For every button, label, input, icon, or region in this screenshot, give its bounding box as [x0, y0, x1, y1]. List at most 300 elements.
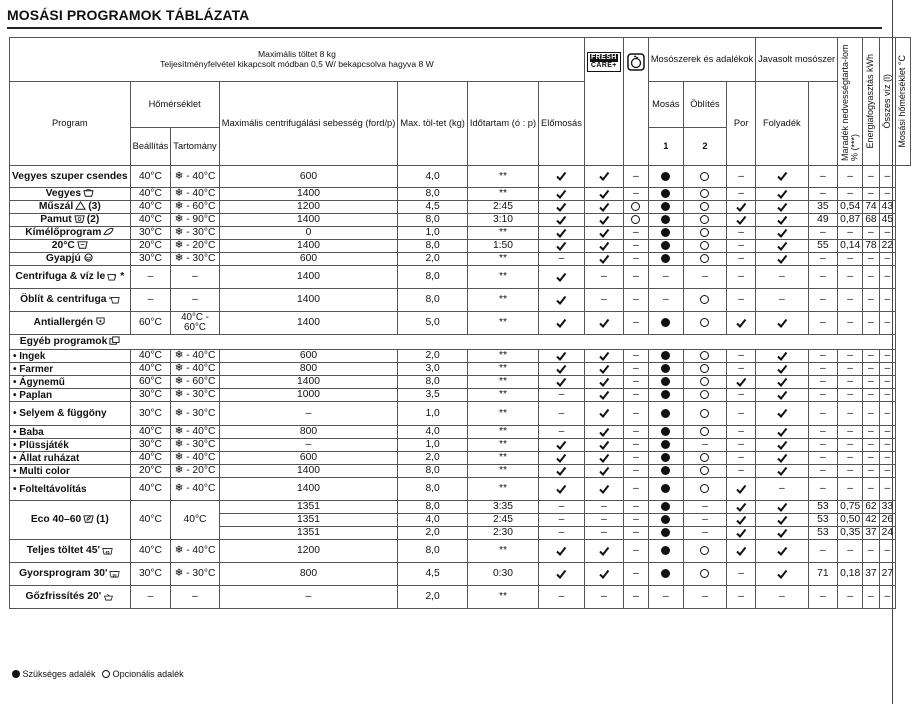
- fresh-care-cell: –: [539, 426, 585, 439]
- wash-cell: [648, 452, 683, 465]
- load-cell: 8,0: [398, 376, 468, 389]
- range-cell: ❄ - 30°C: [171, 389, 219, 402]
- table-row: [10, 201, 911, 214]
- delicate-icon: [103, 227, 114, 237]
- prewash-cell: –: [623, 253, 648, 266]
- rinse-cell: –: [683, 501, 726, 514]
- rinse-cell: [683, 363, 726, 376]
- wash-cell: [648, 376, 683, 389]
- program-name: 20°C: [51, 240, 75, 252]
- check-icon: [777, 515, 787, 525]
- wash-temp-cell: 33: [879, 501, 895, 514]
- residual-moisture-cell: –: [808, 478, 838, 501]
- steam-icon: [626, 52, 646, 72]
- liquid-cell: [756, 501, 808, 514]
- other-programs-label: [10, 335, 131, 350]
- load-cell: 8,0: [398, 289, 468, 312]
- powder-cell: [727, 501, 756, 514]
- total-water-header: Összes víz (l): [879, 38, 895, 166]
- optional-ring-icon: [700, 569, 709, 578]
- liquid-cell: –: [756, 289, 808, 312]
- powder-cell: –: [727, 227, 756, 240]
- duration-cell: **: [467, 402, 538, 426]
- spin-cell: 1400: [219, 312, 398, 335]
- optional-ring-icon: [102, 670, 110, 678]
- table-row: [10, 540, 911, 563]
- optional-ring-icon: [700, 409, 709, 418]
- range-cell: ❄ - 40°C: [171, 166, 219, 188]
- required-dot-icon: [661, 427, 670, 436]
- duration-cell: 3:35: [467, 501, 538, 514]
- water-cell: –: [863, 402, 879, 426]
- energy-cell: –: [838, 166, 863, 188]
- optional-ring-icon: [700, 453, 709, 462]
- liquid-header: Folyadék: [756, 82, 808, 166]
- residual-moisture-cell: 55: [808, 240, 838, 253]
- bullet: •: [13, 426, 20, 438]
- steam-cell: [584, 452, 623, 465]
- check-icon: [736, 318, 746, 328]
- energy-cell: –: [838, 439, 863, 452]
- steam-cell: [584, 563, 623, 586]
- rinse-cell: [683, 452, 726, 465]
- program-name-cell: [10, 465, 131, 478]
- range-cell: ❄ - 30°C: [171, 439, 219, 452]
- program-name: Műszál: [38, 201, 74, 213]
- program-name: Paplan: [19, 389, 53, 401]
- check-icon: [777, 364, 787, 374]
- water-cell: 74: [863, 201, 879, 214]
- wash-temp-cell: –: [879, 540, 895, 563]
- optional-ring-icon: [700, 172, 709, 181]
- check-icon: [556, 377, 566, 387]
- optional-ring-icon: [700, 546, 709, 555]
- energy-cell: –: [838, 586, 863, 609]
- steam-cell: [584, 253, 623, 266]
- program-name-cell: [10, 350, 131, 363]
- wash-temp-header: Mosási hőmérséklet °C: [896, 38, 910, 166]
- check-icon: [556, 295, 566, 305]
- powder-cell: –: [727, 439, 756, 452]
- program-name-cell: [10, 439, 131, 452]
- duration-cell: **: [467, 253, 538, 266]
- powder-cell: [727, 214, 756, 227]
- duration-cell: **: [467, 439, 538, 452]
- program-name: Gyapjú: [45, 253, 81, 265]
- wash-temp-cell: –: [879, 166, 895, 188]
- liquid-cell: [756, 540, 808, 563]
- check-icon: [599, 351, 609, 361]
- check-icon: [599, 408, 609, 418]
- wash-compartment-number: 1: [648, 128, 683, 166]
- duration-cell: **: [467, 227, 538, 240]
- range-cell: 40°C: [171, 501, 219, 540]
- program-footnote: *: [120, 271, 125, 283]
- table-row: [10, 478, 911, 501]
- range-cell: ❄ - 40°C: [171, 363, 219, 376]
- table-row: [10, 227, 911, 240]
- check-icon: [736, 528, 746, 538]
- residual-moisture-cell: –: [808, 289, 838, 312]
- load-cell: 1,0: [398, 402, 468, 426]
- liquid-cell: [756, 240, 808, 253]
- fresh-care-cell: [539, 350, 585, 363]
- wash-cell: [648, 465, 683, 478]
- program-name: Vegyes: [45, 188, 82, 200]
- range-cell: ❄ - 40°C: [171, 540, 219, 563]
- optional-ring-icon: [700, 466, 709, 475]
- duration-cell: **: [467, 312, 538, 335]
- energy-cell: –: [838, 465, 863, 478]
- liquid-cell: [756, 426, 808, 439]
- wash-temp-cell: –: [879, 586, 895, 609]
- steam-cell: –: [584, 501, 623, 514]
- duration-cell: **: [467, 363, 538, 376]
- empty-cell: [398, 335, 468, 350]
- check-icon: [736, 546, 746, 556]
- energy-cell: –: [838, 376, 863, 389]
- wash-temp-cell: –: [879, 312, 895, 335]
- fresh-care-cell: [539, 227, 585, 240]
- rinse-cell: [683, 540, 726, 563]
- optional-ring-icon: [700, 241, 709, 250]
- duration-cell: **: [467, 289, 538, 312]
- prewash-cell: –: [623, 350, 648, 363]
- residual-moisture-cell: –: [808, 439, 838, 452]
- optional-ring-icon: [700, 427, 709, 436]
- check-icon: [599, 364, 609, 374]
- table-row: [10, 376, 911, 389]
- required-dot-icon: [661, 502, 670, 511]
- rinse-cell: [683, 402, 726, 426]
- steam-cell: [584, 227, 623, 240]
- powder-cell: –: [727, 586, 756, 609]
- powder-cell: –: [727, 402, 756, 426]
- program-name: Teljes töltet 45': [26, 545, 100, 557]
- residual-moisture-cell: –: [808, 312, 838, 335]
- check-icon: [556, 228, 566, 238]
- check-icon: [556, 241, 566, 251]
- range-cell: ❄ - 40°C: [171, 350, 219, 363]
- program-name: Baba: [19, 426, 44, 438]
- energy-cell: 0,35: [838, 527, 863, 540]
- energy-cell: –: [838, 389, 863, 402]
- fresh-care-cell: [539, 478, 585, 501]
- powder-cell: –: [727, 363, 756, 376]
- range-cell: ❄ - 60°C: [171, 201, 219, 214]
- fresh-care-cell: [539, 540, 585, 563]
- powder-cell: [727, 201, 756, 214]
- powder-cell: –: [727, 266, 756, 289]
- required-dot-icon: [661, 241, 670, 250]
- residual-moisture-cell: –: [808, 227, 838, 240]
- program-header: Program: [10, 82, 131, 166]
- power-consumption-text: Teljesítményfelvétel kikapcsolt módban 0,5 W/ bekapcsolva hagyva 8 W: [160, 58, 434, 69]
- table-row: [10, 426, 911, 439]
- spin-cell: 1400: [219, 465, 398, 478]
- liquid-cell: [756, 389, 808, 402]
- liquid-cell: [756, 452, 808, 465]
- spin-header: Maximális centrifugálási sebesség (ford/p): [219, 82, 398, 166]
- wash-cell: [648, 563, 683, 586]
- fresh-care-cell: –: [539, 389, 585, 402]
- load-cell: 8,0: [398, 465, 468, 478]
- powder-cell: –: [727, 389, 756, 402]
- legend: [12, 668, 188, 679]
- residual-moisture-cell: –: [808, 188, 838, 201]
- duration-cell: 2:30: [467, 527, 538, 540]
- residual-moisture-cell: –: [808, 540, 838, 563]
- check-icon: [777, 546, 787, 556]
- wash-temp-cell: –: [879, 376, 895, 389]
- check-icon: [736, 377, 746, 387]
- water-cell: –: [863, 586, 879, 609]
- table-row: [10, 214, 911, 227]
- load-cell: 2,0: [398, 586, 468, 609]
- residual-moisture-cell: 49: [808, 214, 838, 227]
- range-cell: ❄ - 40°C: [171, 426, 219, 439]
- optional-ring-icon: [700, 484, 709, 493]
- wash-cell: [648, 426, 683, 439]
- fresh-care-cell: [539, 363, 585, 376]
- prewash-cell: –: [623, 527, 648, 540]
- rinse-cell: [683, 188, 726, 201]
- energy-cell: –: [838, 350, 863, 363]
- required-dot-icon: [661, 189, 670, 198]
- prewash-cell: [623, 201, 648, 214]
- energy-cell: 0,54: [838, 201, 863, 214]
- wash-temp-cell: 45: [879, 214, 895, 227]
- steam-header: [623, 38, 648, 166]
- table-row: [10, 266, 911, 289]
- legend-optional: Opcionális adalék: [112, 668, 184, 679]
- energy-cell: –: [838, 312, 863, 335]
- steam-cell: [584, 376, 623, 389]
- water-cell: 78: [863, 240, 879, 253]
- program-name-cell: [10, 376, 131, 389]
- powder-cell: –: [727, 465, 756, 478]
- energy-cell: –: [838, 289, 863, 312]
- required-dot-icon: [661, 515, 670, 524]
- liquid-cell: [756, 514, 808, 527]
- residual-moisture-cell: –: [808, 266, 838, 289]
- table-row: [10, 253, 911, 266]
- wash-cell: [648, 402, 683, 426]
- detergent-header: Mosószerek és adalékok: [648, 38, 755, 82]
- table-row: [10, 188, 911, 201]
- steam-cell: [584, 540, 623, 563]
- fresh-care-badge-icon: FRESH CARE+: [587, 52, 621, 72]
- synthetic-icon: [75, 201, 86, 211]
- check-icon: [599, 228, 609, 238]
- setting-cell: 40°C: [130, 478, 171, 501]
- duration-cell: 2:45: [467, 201, 538, 214]
- residual-moisture-cell: 53: [808, 527, 838, 540]
- table-row: [10, 389, 911, 402]
- fresh-care-cell: –: [539, 514, 585, 527]
- spin-cell: 1400: [219, 376, 398, 389]
- check-icon: [556, 351, 566, 361]
- program-name-cell: [10, 426, 131, 439]
- required-dot-icon: [661, 364, 670, 373]
- check-icon: [777, 241, 787, 251]
- check-icon: [777, 569, 787, 579]
- wash-cell: [648, 253, 683, 266]
- steam-cell: [584, 240, 623, 253]
- residual-moisture-cell: –: [808, 363, 838, 376]
- check-icon: [777, 528, 787, 538]
- powder-cell: [727, 478, 756, 501]
- load-cell: 8,0: [398, 266, 468, 289]
- optional-ring-icon: [700, 254, 709, 263]
- range-cell: ❄ - 20°C: [171, 240, 219, 253]
- program-name: Eco 40–60: [30, 514, 82, 526]
- fresh-care-cell: –: [539, 501, 585, 514]
- residual-moisture-cell: –: [808, 452, 838, 465]
- spin-cell: 1200: [219, 540, 398, 563]
- prewash-cell: –: [623, 501, 648, 514]
- setting-cell: 30°C: [130, 227, 171, 240]
- setting-cell: 60°C: [130, 312, 171, 335]
- prewash-cell: –: [623, 240, 648, 253]
- wash-cell: [648, 240, 683, 253]
- bullet: •: [13, 452, 20, 464]
- range-header: Tartomány: [171, 128, 219, 166]
- prewash-cell: –: [623, 563, 648, 586]
- program-name-cell: [10, 240, 131, 253]
- program-name: Öblít & centrifuga: [20, 294, 107, 306]
- duration-cell: **: [467, 350, 538, 363]
- optional-ring-icon: [700, 215, 709, 224]
- residual-moisture-cell: –: [808, 376, 838, 389]
- setting-cell: 40°C: [130, 452, 171, 465]
- spin-cell: 1351: [219, 514, 398, 527]
- wash-temp-cell: –: [879, 402, 895, 426]
- fresh-care-cell: –: [539, 402, 585, 426]
- temperature-header: Hőmérséklet: [130, 82, 219, 128]
- program-name-cell: [10, 501, 131, 540]
- water-cell: –: [863, 540, 879, 563]
- empty-cell: [130, 335, 171, 350]
- cold-icon: [77, 240, 88, 250]
- optional-ring-icon: [700, 318, 709, 327]
- range-cell: ❄ - 40°C: [171, 478, 219, 501]
- steam-cell: [584, 465, 623, 478]
- energy-cell: –: [838, 266, 863, 289]
- wash-cell: [648, 214, 683, 227]
- optional-ring-icon: [700, 351, 709, 360]
- table-row: [10, 402, 911, 426]
- rinse-spin-icon: [109, 295, 120, 305]
- water-cell: –: [863, 266, 879, 289]
- check-icon: [556, 569, 566, 579]
- powder-cell: –: [727, 240, 756, 253]
- check-icon: [777, 377, 787, 387]
- water-cell: 37: [863, 563, 879, 586]
- energy-cell: 0,75: [838, 501, 863, 514]
- empty-cell: [467, 335, 538, 350]
- duration-cell: **: [467, 540, 538, 563]
- section-title: Egyéb programok: [19, 336, 108, 348]
- powder-cell: –: [727, 188, 756, 201]
- wash-cell: [648, 350, 683, 363]
- prewash-cell: [623, 214, 648, 227]
- steam-cell: [584, 478, 623, 501]
- steam-cell: –: [584, 514, 623, 527]
- water-cell: –: [863, 253, 879, 266]
- energy-cell: –: [838, 253, 863, 266]
- required-dot-icon: [661, 466, 670, 475]
- rinse-cell: –: [683, 514, 726, 527]
- program-name-cell: [10, 227, 131, 240]
- rinse-cell: [683, 214, 726, 227]
- residual-moisture-cell: 71: [808, 563, 838, 586]
- load-cell: 3,5: [398, 389, 468, 402]
- program-name-cell: [10, 201, 131, 214]
- svg-text:30: 30: [112, 572, 117, 577]
- program-name: Gőzfrissítés 20': [25, 591, 102, 603]
- spin-cell: –: [219, 439, 398, 452]
- check-icon: [599, 254, 609, 264]
- spin-cell: 1351: [219, 501, 398, 514]
- table-row: [10, 289, 911, 312]
- spin-cell: 0: [219, 227, 398, 240]
- energy-cell: –: [838, 452, 863, 465]
- table-row: [10, 312, 911, 335]
- prewash-cell: –: [623, 188, 648, 201]
- energy-header: Energiafogyasztás kWh: [863, 38, 879, 166]
- eco-icon: [83, 514, 94, 524]
- steam-cell: –: [584, 586, 623, 609]
- load-cell: 3,0: [398, 363, 468, 376]
- load-cell: 8,0: [398, 540, 468, 563]
- check-icon: [556, 546, 566, 556]
- water-cell: –: [863, 439, 879, 452]
- wash-temp-cell: –: [879, 452, 895, 465]
- energy-cell: –: [838, 478, 863, 501]
- spin-cell: 1400: [219, 214, 398, 227]
- water-cell: –: [863, 376, 879, 389]
- powder-cell: –: [727, 452, 756, 465]
- check-icon: [777, 254, 787, 264]
- check-icon: [599, 241, 609, 251]
- duration-cell: **: [467, 586, 538, 609]
- prewash-cell: –: [623, 227, 648, 240]
- max-load-text: Maximális töltet 8 kg: [258, 49, 336, 60]
- optional-ring-icon: [700, 390, 709, 399]
- fresh-care-cell: [539, 439, 585, 452]
- table-row: [10, 465, 911, 478]
- check-icon: [556, 202, 566, 212]
- optional-ring-icon: [700, 228, 709, 237]
- duration-cell: **: [467, 465, 538, 478]
- duration-cell: **: [467, 188, 538, 201]
- liquid-cell: [756, 350, 808, 363]
- empty-cell: [808, 335, 838, 350]
- wash-cell: [648, 514, 683, 527]
- spin-cell: 1400: [219, 188, 398, 201]
- liquid-cell: [756, 465, 808, 478]
- check-icon: [556, 272, 566, 282]
- program-name-cell: [10, 253, 131, 266]
- prewash-cell: –: [623, 266, 648, 289]
- bullet: •: [13, 483, 20, 495]
- load-cell: 8,0: [398, 214, 468, 227]
- range-cell: ❄ - 60°C: [171, 376, 219, 389]
- load-cell: 4,0: [398, 514, 468, 527]
- load-cell: 4,5: [398, 201, 468, 214]
- fresh-care-cell: [539, 201, 585, 214]
